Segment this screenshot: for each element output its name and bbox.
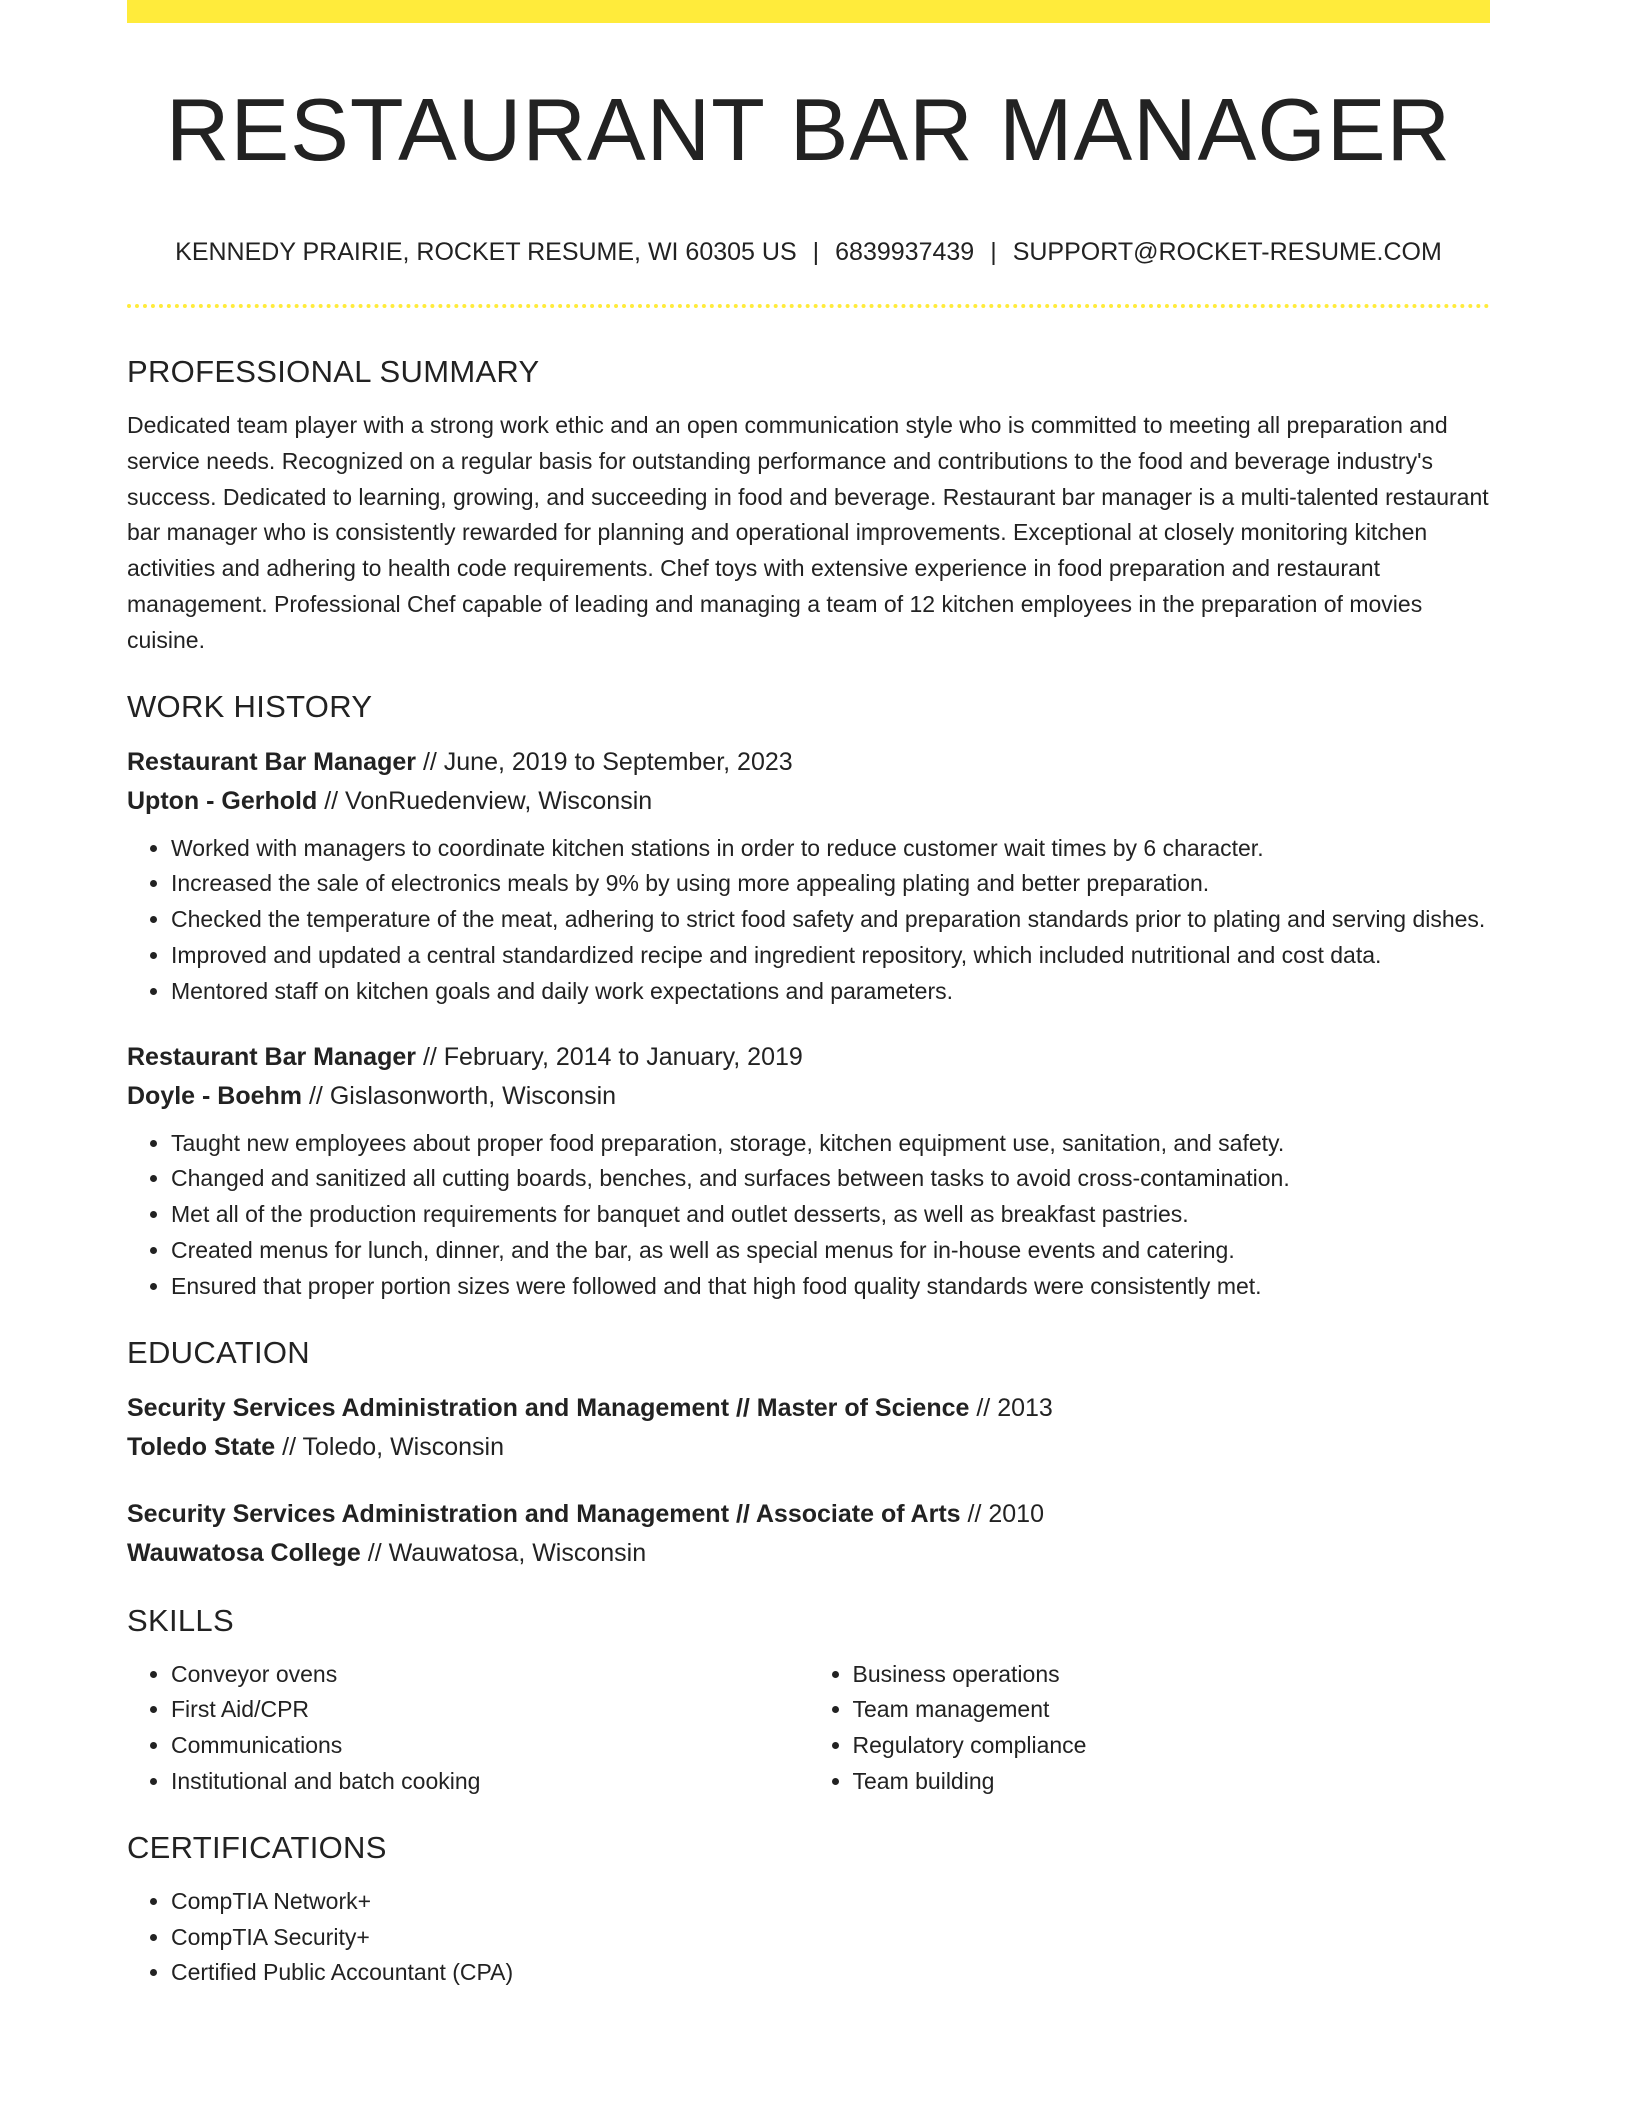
education-location: // Toledo, Wisconsin bbox=[282, 1432, 504, 1461]
job-dates: // June, 2019 to September, 2023 bbox=[422, 747, 793, 776]
skill-item: • Conveyor ovens bbox=[171, 1657, 809, 1693]
skills-list-left bbox=[127, 1657, 809, 1800]
skill-item: • Regulatory compliance bbox=[853, 1728, 1491, 1764]
job-company: Doyle - Boehm bbox=[127, 1081, 303, 1110]
job-bullet: • Improved and updated a central standardized recipe and ingredient repository, which included nutritional and cost data. bbox=[171, 938, 1490, 974]
summary-heading: PROFESSIONAL SUMMARY bbox=[127, 354, 540, 389]
skills-section bbox=[127, 1599, 1490, 1800]
job-title-line bbox=[127, 743, 1490, 782]
education-year: // 2010 bbox=[967, 1499, 1044, 1528]
job-bullet: • Increased the sale of electronics meals by 9% by using more appealing plating and better preparation. bbox=[171, 866, 1490, 902]
job-bullet: • Taught new employees about proper food preparation, storage, kitchen equipment use, sanitation, and safety. bbox=[171, 1126, 1490, 1162]
job-bullet: • Changed and sanitized all cutting boards, benches, and surfaces between tasks to avoid cross-contamination. bbox=[171, 1161, 1490, 1197]
resume-content bbox=[127, 350, 1490, 1991]
job-bullet: • Created menus for lunch, dinner, and the bar, as well as special menus for in-house events and catering. bbox=[171, 1233, 1490, 1269]
job-title: Restaurant Bar Manager bbox=[127, 1042, 416, 1071]
skill-item: • Team management bbox=[853, 1692, 1491, 1728]
job-location: // Gislasonworth, Wisconsin bbox=[308, 1081, 617, 1110]
job-entry bbox=[127, 743, 1490, 1010]
contact-phone: 6839937439 bbox=[835, 238, 975, 266]
contact-line bbox=[127, 236, 1490, 268]
job-bullets bbox=[127, 831, 1490, 1010]
summary-section bbox=[127, 350, 1490, 659]
top-accent-bar bbox=[127, 0, 1490, 23]
education-heading: EDUCATION bbox=[127, 1334, 310, 1370]
job-bullet: • Mentored staff on kitchen goals and daily work expectations and parameters. bbox=[171, 974, 1490, 1010]
job-company-line bbox=[127, 1077, 1490, 1116]
skills-heading: SKILLS bbox=[127, 1602, 234, 1638]
education-degree: Security Services Administration and Management // Associate of Arts bbox=[127, 1499, 961, 1528]
education-entry bbox=[127, 1495, 1490, 1573]
certification-item: • CompTIA Network+ bbox=[171, 1884, 1490, 1920]
skill-item: • Institutional and batch cooking bbox=[171, 1764, 809, 1800]
education-degree-line bbox=[127, 1495, 1490, 1534]
job-entry bbox=[127, 1038, 1490, 1305]
certification-item: • CompTIA Security+ bbox=[171, 1920, 1490, 1956]
skill-item: • Business operations bbox=[853, 1657, 1491, 1693]
education-year: // 2013 bbox=[976, 1393, 1053, 1422]
job-bullet: • Met all of the production requirements for banquet and outlet desserts, as well as breakfast pastries. bbox=[171, 1197, 1490, 1233]
job-title: Restaurant Bar Manager bbox=[127, 747, 416, 776]
job-bullets bbox=[127, 1126, 1490, 1305]
header-divider bbox=[127, 304, 1490, 308]
contact-address: KENNEDY PRAIRIE, ROCKET RESUME, WI 60305 US bbox=[175, 238, 797, 266]
job-company-line bbox=[127, 782, 1490, 821]
education-school-line bbox=[127, 1534, 1490, 1573]
work-history-heading: WORK HISTORY bbox=[127, 688, 373, 724]
education-school: Wauwatosa College bbox=[127, 1538, 361, 1567]
contact-separator: | bbox=[812, 238, 820, 266]
job-bullet: • Worked with managers to coordinate kitchen stations in order to reduce customer wait times by 6 character. bbox=[171, 831, 1490, 867]
skills-columns bbox=[127, 1657, 1490, 1800]
certifications-section bbox=[127, 1826, 1490, 1991]
education-school-line bbox=[127, 1428, 1490, 1467]
skill-item: • First Aid/CPR bbox=[171, 1692, 809, 1728]
job-dates: // February, 2014 to January, 2019 bbox=[422, 1042, 803, 1071]
work-history-section bbox=[127, 685, 1490, 1305]
certifications-heading: CERTIFICATIONS bbox=[127, 1829, 387, 1865]
resume-title: RESTAURANT BAR MANAGER bbox=[165, 80, 1452, 179]
education-degree: Security Services Administration and Management // Master of Science bbox=[127, 1393, 970, 1422]
education-entry bbox=[127, 1389, 1490, 1467]
skill-item: • Team building bbox=[853, 1764, 1491, 1800]
education-degree-line bbox=[127, 1389, 1490, 1428]
job-location: // VonRuedenview, Wisconsin bbox=[324, 786, 653, 815]
job-title-line bbox=[127, 1038, 1490, 1077]
summary-text: Dedicated team player with a strong work ethic and an open communication style who is committed to meeting all preparation and service needs. Recognized on a regular basis for outstanding performance and contributions to the food and beverage industry's success. Dedicated to learning, growing, and succeeding in food and beverage. Restaurant bar manager is a multi-talented restaurant bar manager who is consistently rewarded for planning and operational improvements. Exceptional at closely monitoring kitchen activities and adhering to health code requirements. Chef toys with extensive experience in food preparation and restaurant management. Professional Chef capable of leading and managing a team of 12 kitchen employees in the preparation of movies cuisine. bbox=[127, 412, 1489, 653]
certifications-list bbox=[127, 1884, 1490, 1991]
job-bullet: • Ensured that proper portion sizes were followed and that high food quality standards were consistently met. bbox=[171, 1269, 1490, 1305]
education-section bbox=[127, 1331, 1490, 1573]
contact-email: SUPPORT@ROCKET-RESUME.COM bbox=[1012, 238, 1442, 266]
education-location: // Wauwatosa, Wisconsin bbox=[367, 1538, 647, 1567]
skills-list-right bbox=[809, 1657, 1491, 1800]
contact-separator: | bbox=[990, 238, 997, 266]
education-school: Toledo State bbox=[127, 1432, 276, 1461]
skill-item: • Communications bbox=[171, 1728, 809, 1764]
job-bullet: • Checked the temperature of the meat, adhering to strict food safety and preparation standards prior to plating and serving dishes. bbox=[171, 902, 1490, 938]
job-company: Upton - Gerhold bbox=[127, 786, 318, 815]
certification-item: • Certified Public Accountant (CPA) bbox=[171, 1955, 1490, 1991]
